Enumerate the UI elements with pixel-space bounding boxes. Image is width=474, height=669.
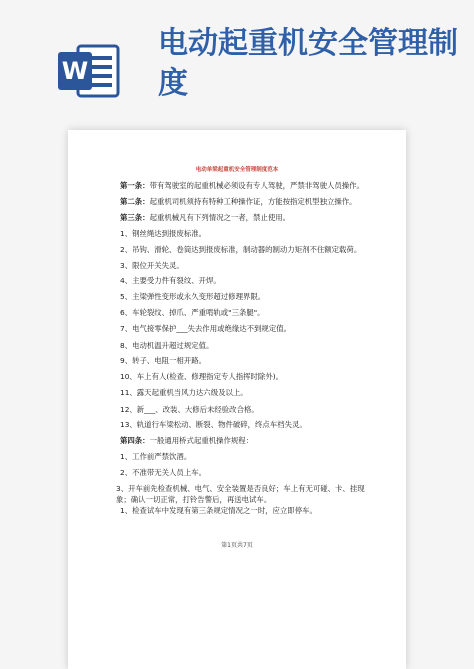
line-text: 起重机司机须持有特种工种操作证，方能按指定机型独立操作。 — [149, 197, 357, 206]
line-text: 1、工作前严禁饮酒。 — [120, 452, 192, 461]
line-text: 4、主要受力件有裂纹、开焊。 — [120, 276, 221, 285]
line-text: 8、电动机温升超过规定值。 — [120, 341, 214, 350]
line-text: 2、不准带无关人员上车。 — [120, 468, 207, 477]
word-logo-letter: W — [61, 57, 89, 85]
document-line — [120, 244, 361, 255]
line-text: 10、车上有人(检查、修理指定专人指挥时除外)。 — [120, 372, 283, 381]
line-text: 1、检查试车中发现有第三条规定情况之一时，应立即停车。 — [120, 506, 317, 515]
document-line — [120, 307, 265, 318]
document-line — [120, 505, 317, 516]
line-text: 3、限位开关失灵。 — [120, 261, 184, 270]
line-text: 1、钢丝绳达到报废标准。 — [120, 229, 207, 238]
line-text: 7、电气接零保护___失去作用或绝缘达不到规定值。 — [120, 324, 291, 333]
line-text: 一般通用桥式起重机操作规程： — [149, 436, 254, 445]
line-text: 带有驾驶室的起重机械必须设有专人驾驶，严禁非驾驶人员操作。 — [149, 181, 364, 190]
document-line — [120, 404, 259, 415]
article-label: 第三条： — [120, 213, 150, 222]
document-line — [120, 451, 191, 462]
document-line — [120, 291, 265, 302]
document-line — [120, 228, 206, 239]
line-text: 11、露天起重机当风力达六级及以上。 — [120, 388, 248, 397]
document-line — [120, 196, 357, 207]
line-text: 13、轨道行车梁松动、断裂、物件破碎，终点车档失灵。 — [120, 420, 307, 429]
line-text: 5、主梁弹性变形或永久变形超过修理界限。 — [120, 292, 266, 301]
document-line — [120, 355, 206, 366]
document-line — [120, 260, 184, 271]
document-line — [120, 180, 364, 191]
line-text: 9、转子、电阻一相开路。 — [120, 356, 207, 365]
document-line — [120, 419, 307, 430]
line-text: 12、新___、改装、大修后未经验改合格。 — [120, 405, 259, 414]
article-label: 第四条： — [120, 436, 150, 445]
document-line — [120, 387, 248, 398]
article-label: 第一条： — [120, 181, 150, 190]
document-heading: 电动单梁起重机安全管理制度范本 — [195, 167, 279, 173]
page-number: 第1页共7页 — [221, 542, 253, 549]
word-icon — [58, 40, 120, 102]
document-line — [120, 275, 221, 286]
line-text: 2、吊钩、滑轮、卷筒达到报废标准，制动器的制动力矩剂不住额定载荷。 — [120, 245, 362, 254]
document-line — [116, 483, 366, 505]
document-line — [120, 340, 213, 351]
line-text: 起重机械凡有下列情况之一者，禁止使用。 — [149, 213, 291, 222]
line-text: 3、开车前先检查机械、电气、安全装置是否良好；车上有无可碰、卡、挂现象；确认一切正常，打铃告警后，再送电试车。 — [116, 484, 365, 504]
document-page — [68, 130, 406, 669]
document-line — [120, 212, 290, 223]
document-line — [120, 467, 206, 478]
banner-title: 电动起重机安全管理制度 — [158, 26, 458, 101]
document-line — [120, 435, 253, 446]
document-line — [120, 371, 283, 382]
article-label: 第二条： — [120, 197, 150, 206]
line-text: 6、车轮裂纹、掉爪、严重啃轨或"三条腿"。 — [120, 308, 265, 317]
document-line — [120, 323, 291, 334]
